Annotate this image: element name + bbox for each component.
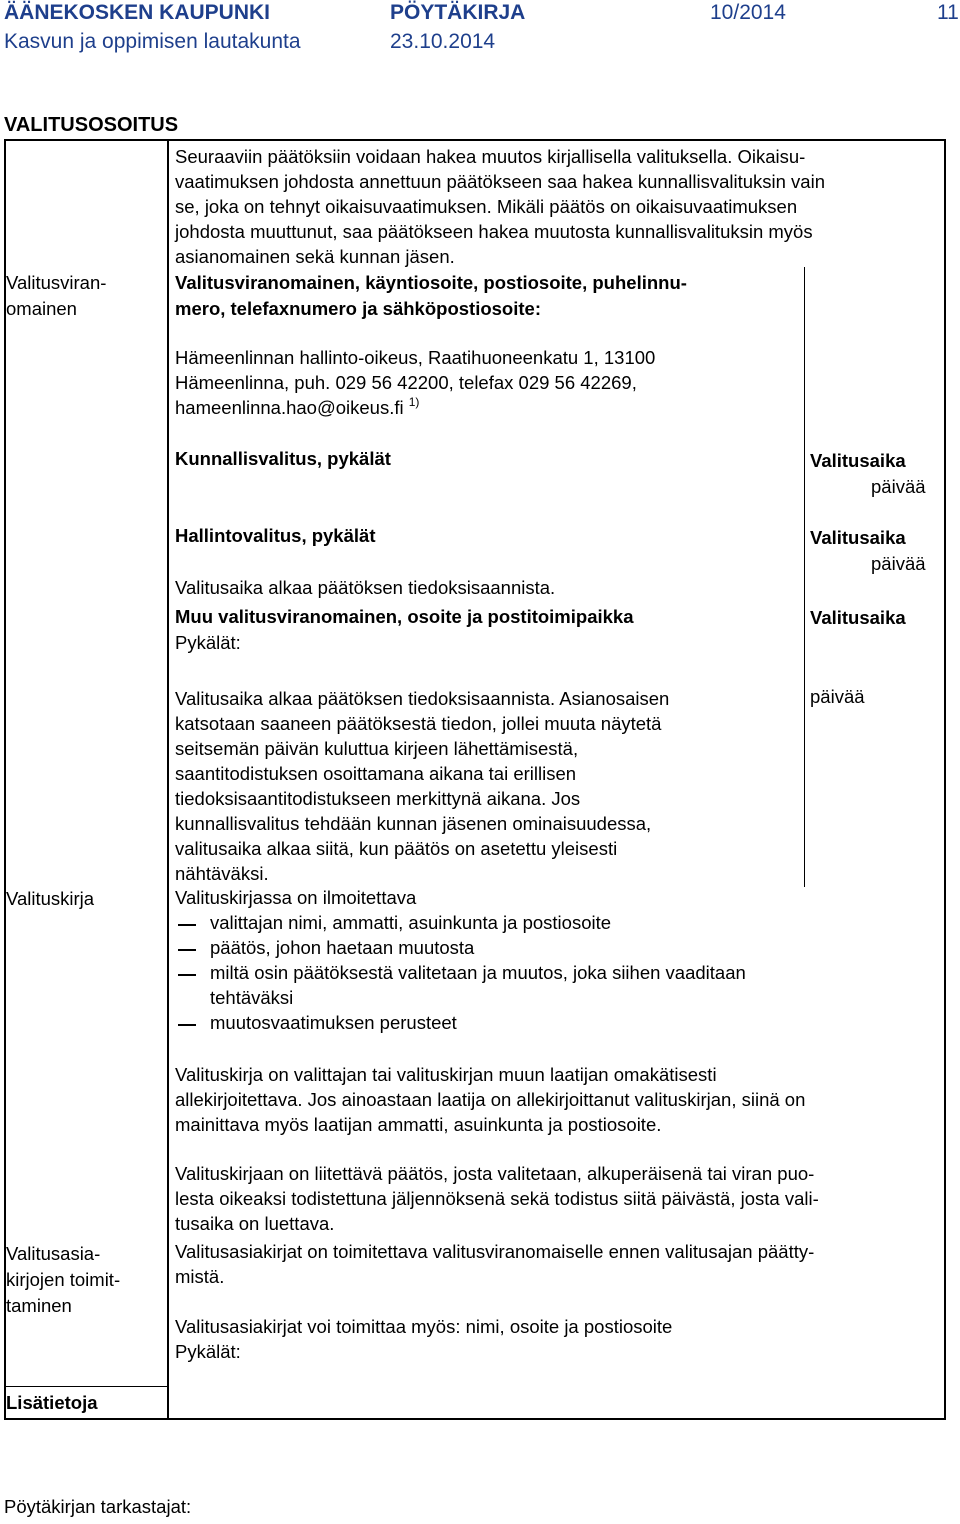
more-info-label: Lisätietoja xyxy=(6,1392,98,1413)
table-border-right xyxy=(944,139,946,1420)
administrative-appeal-heading: Hallintovalitus, pykälät xyxy=(175,525,376,546)
section-title: VALITUSOSOITUS xyxy=(4,114,179,136)
complaint-item: päätös, johon haetaan muutosta xyxy=(210,937,475,958)
dash-bullet xyxy=(178,924,196,926)
complaint-intro: Valituskirjassa on ilmoitettava xyxy=(175,887,417,908)
column-divider xyxy=(167,139,169,1420)
period-label-3: Valitusaika xyxy=(810,607,906,628)
signature-paragraph: Valituskirja on valittajan tai valituskirjan muun laatijan omakätisesti allekirjoitettava. Jos ainoastaan laatija on allekirjoittanut valituskirjan, siinä on mainittava myös laatijan ammatti, asuinkunta ja postiosoite. xyxy=(175,1064,806,1135)
delivery-alternative: Valitusasiakirjat voi toimittaa myös: nimi, osoite ja postiosoite Pykälät: xyxy=(175,1316,673,1362)
sections-label: Pykälät: xyxy=(175,632,241,653)
authority-address: Hämeenlinnan hallinto-oikeus, Raatihuoneenkatu 1, 13100 Hämeenlinna, puh. 029 56 42200, telefax 029 56 42269, hameenlinna.hao@oikeus.fi $^{1)}$ xyxy=(175,347,656,418)
dash-bullet xyxy=(178,1024,196,1026)
complaint-label: Valituskirja xyxy=(6,888,95,909)
left-column-divider xyxy=(4,1386,169,1387)
table-border-bottom xyxy=(4,1418,946,1420)
footer-reviewers: Pöytäkirjan tarkastajat: xyxy=(4,1496,192,1517)
dash-bullet xyxy=(178,974,196,976)
authority-heading: Valitusviranomainen, käyntiosoite, postiosoite, puhelinnu- mero, telefaxnumero ja sähköpostiosoite: xyxy=(175,272,687,319)
complaint-item: miltä osin päätöksestä valitetaan ja muutos, joka siihen vaaditaan xyxy=(210,962,746,983)
delivery-paragraph: Valitusasiakirjat on toimitettava valitusviranomaiselle ennen valitusajan päätty- mistä. xyxy=(175,1241,815,1287)
period-starts: Valitusaika alkaa päätöksen tiedoksisaannista. xyxy=(175,577,556,598)
meeting-date: 23.10.2014 xyxy=(390,30,496,53)
delivery-label: Valitusasia- kirjojen toimit- taminen xyxy=(6,1243,121,1316)
right-column-divider xyxy=(804,267,805,887)
days-label-1: päivää xyxy=(871,476,926,497)
attachment-paragraph: Valituskirjaan on liitettävä päätös, josta valitetaan, alkuperäisenä tai viran puo- lesta oikeaksi todistettuna jäljennöksenä sekä todistus siitä päivästä, josta vali- tusaika on luettava. xyxy=(175,1163,819,1234)
municipal-appeal-heading: Kunnallisvalitus, pykälät xyxy=(175,448,391,469)
complaint-item-continued: tehtäväksi xyxy=(210,987,294,1008)
dash-bullet xyxy=(178,949,196,951)
board-name: Kasvun ja oppimisen lautakunta xyxy=(4,30,301,53)
city-name: ÄÄNEKOSKEN KAUPUNKI xyxy=(4,1,271,24)
complaint-item: muutosvaatimuksen perusteet xyxy=(210,1012,457,1033)
other-authority-heading: Muu valitusviranomainen, osoite ja postitoimipaikka xyxy=(175,606,634,627)
page-number: 11 xyxy=(937,1,959,24)
table-border-top xyxy=(4,139,946,141)
document-number: 10/2014 xyxy=(710,1,786,24)
table-border-left xyxy=(4,139,6,1420)
complaint-item: valittajan nimi, ammatti, asuinkunta ja postiosoite xyxy=(210,912,612,933)
intro-paragraph: Seuraaviin päätöksiin voidaan hakea muutos kirjallisella valituksella. Oikaisu- vaatimuksen johdosta annettuun päätökseen saa hakea kunnallisvalituksin vain se, joka on tehnyt oikaisuvaatimuksen. Mikäli päätös on oikaisuvaatimuksen johdosta muuttunut, saa päätökseen hakea muutosta kunnallisvalituksin myös asianomainen sekä kunnan jäsen. xyxy=(175,146,825,267)
period-paragraph: Valitusaika alkaa päätöksen tiedoksisaannista. Asianosaisen katsotaan saaneen päätöksestä tiedon, jollei muuta näytetä seitsemän päivän kuluttua kirjeen lähettämisestä, saantitodistuksen osoittamana aikana tai erillisen tiedoksisaantitodistukseen merkittynä aikana. Jos kunnallisvalitus tehdään kunnan jäsenen ominaisuudessa, valitusaika alkaa siitä, kun päätös on asetettu yleisesti nähtäväksi. xyxy=(175,688,670,884)
days-label-2: päivää xyxy=(871,553,926,574)
document-type: PÖYTÄKIRJA xyxy=(390,1,526,24)
days-label-3: päivää xyxy=(810,686,865,707)
period-label-1: Valitusaika xyxy=(810,450,906,471)
authority-label: Valitusviran- omainen xyxy=(6,272,107,319)
period-label-2: Valitusaika xyxy=(810,527,906,548)
